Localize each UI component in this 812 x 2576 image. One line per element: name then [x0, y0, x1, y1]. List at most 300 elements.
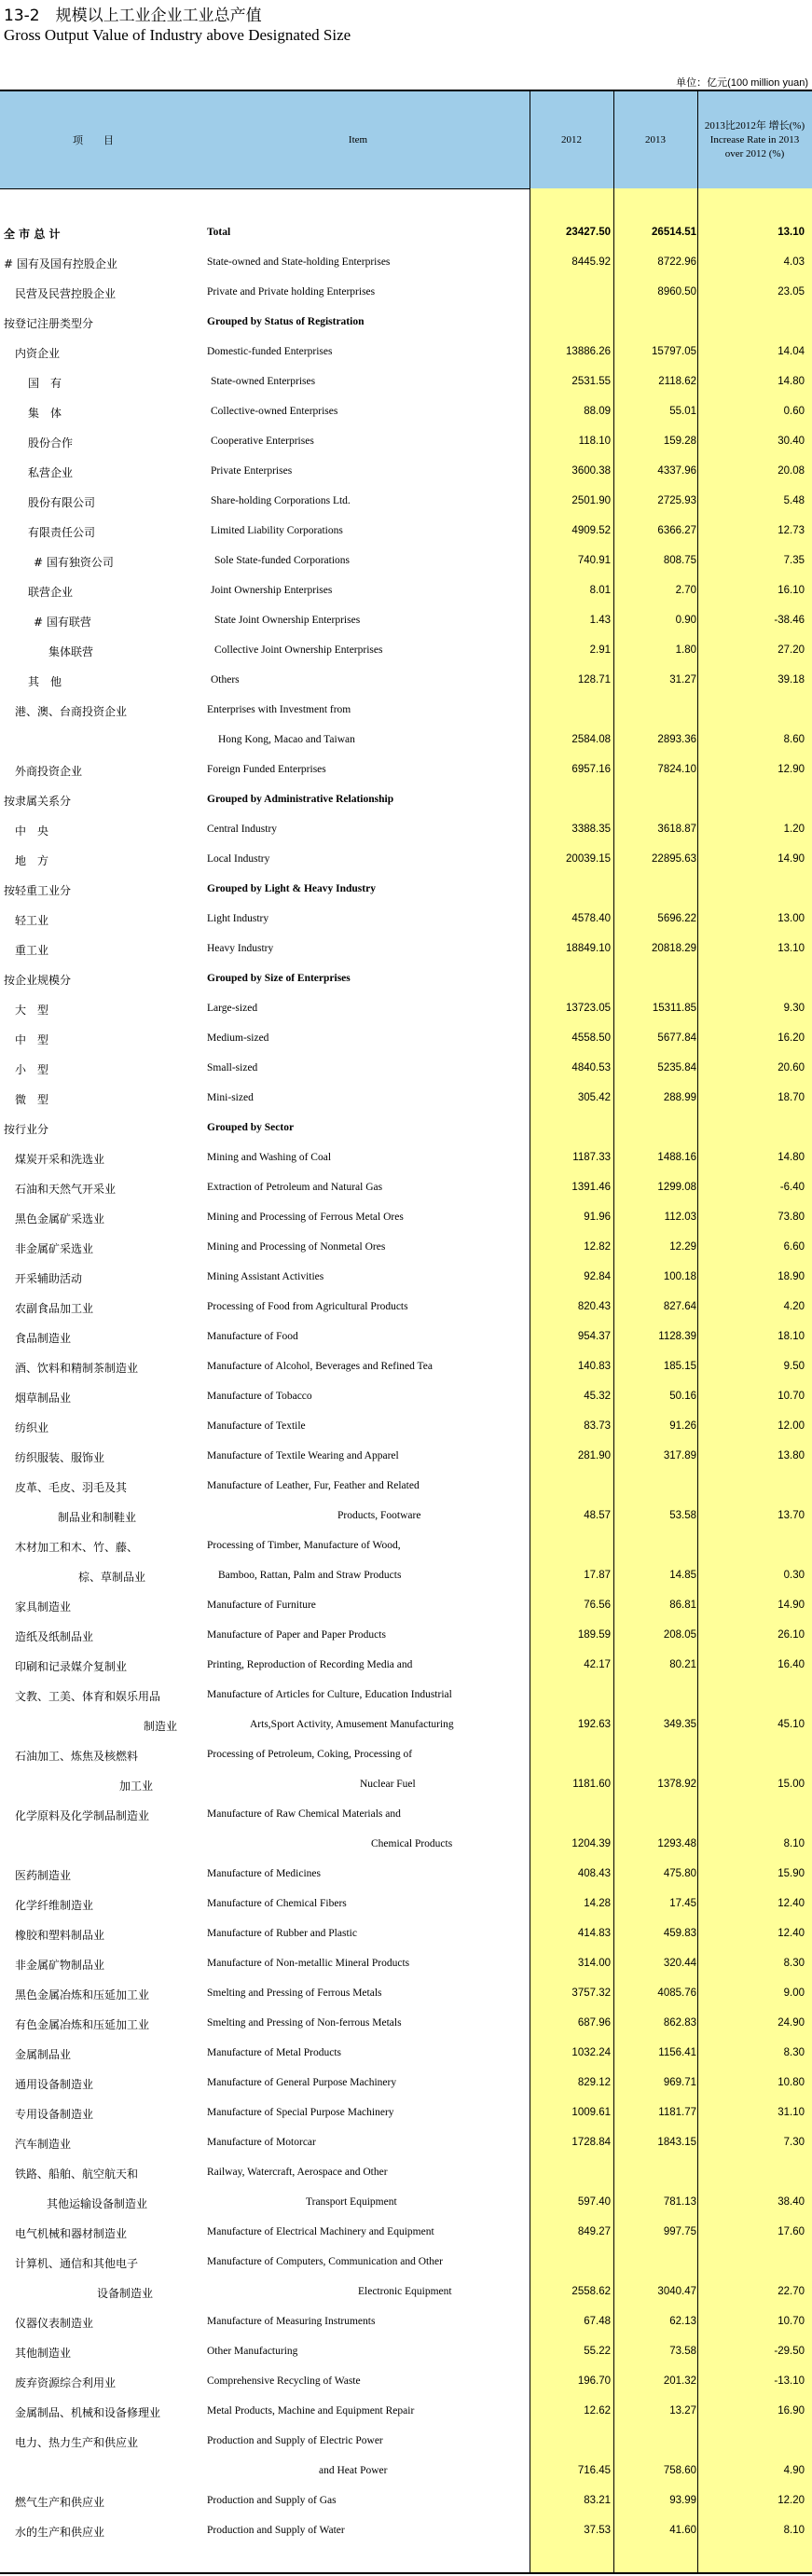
value-2013: 50.16: [669, 1391, 696, 1402]
value-2013: 320.44: [663, 1958, 696, 1969]
table-row: [0, 1979, 812, 2009]
table-row: [0, 1949, 812, 1979]
row-label-cn: 非金属矿物制品业: [15, 1959, 105, 1972]
value-2013: 5696.22: [657, 913, 696, 924]
row-label-cn: 农副食品加工业: [15, 1302, 94, 1315]
table-row: [0, 1770, 812, 1800]
table-row: [0, 1233, 812, 1263]
row-label-en: Collective Joint Ownership Enterprises: [214, 644, 383, 656]
table-row: [0, 1621, 812, 1651]
table-row: [0, 2158, 812, 2188]
growth-rate: 45.10: [778, 1719, 805, 1730]
value-2013: 26514.51: [652, 227, 696, 238]
value-2013: 781.13: [663, 2196, 696, 2208]
unit-label: 单位：亿元(100 million yuan): [676, 77, 808, 89]
header-divider: [697, 91, 698, 188]
table-row: [0, 875, 812, 905]
row-label-en: Light Industry: [207, 913, 269, 924]
growth-rate: 9.30: [783, 1003, 805, 1014]
row-label-en: State Joint Ownership Enterprises: [214, 615, 361, 626]
table-row: [0, 755, 812, 785]
value-2012: 305.42: [577, 1092, 611, 1103]
value-2012: 45.32: [584, 1391, 611, 1402]
header-2012: 2012: [530, 91, 613, 188]
row-label-cn: 化学原料及化学制品制造业: [15, 1809, 150, 1822]
row-label-cn: 电力、热力生产和供应业: [15, 2436, 139, 2449]
value-2013: 317.89: [663, 1450, 696, 1461]
row-label-cn: 木材加工和木、竹、藤、: [15, 1541, 139, 1554]
table-row: [0, 2397, 812, 2427]
growth-rate: 6.60: [783, 1241, 805, 1253]
value-2012: 4558.50: [571, 1032, 611, 1044]
growth-rate: -13.10: [774, 2375, 805, 2387]
table-row: [0, 2188, 812, 2218]
row-label-en: Local Industry: [207, 853, 270, 865]
value-2013: 185.15: [663, 1361, 696, 1372]
value-2013: 862.83: [663, 2017, 696, 2029]
table-row: [0, 1024, 812, 1054]
value-2013: 80.21: [669, 1659, 696, 1670]
value-2013: 4337.96: [657, 465, 696, 477]
row-label-en: Bamboo, Rattan, Palm and Straw Products: [218, 1570, 402, 1581]
table-row: [0, 397, 812, 427]
value-2012: 1.43: [589, 615, 611, 626]
growth-rate: 20.08: [778, 465, 805, 477]
growth-rate: 18.90: [778, 1271, 805, 1282]
table-row: [0, 1710, 812, 1740]
row-label-cn: 计算机、通信和其他电子: [15, 2257, 139, 2270]
row-label-en: Total: [207, 227, 231, 238]
row-label-en: Heavy Industry: [207, 943, 274, 954]
value-2012: 67.48: [584, 2316, 611, 2327]
value-2012: 314.00: [577, 1958, 611, 1969]
growth-rate: 39.18: [778, 674, 805, 686]
row-label-cn: 重工业: [15, 944, 49, 957]
row-label-en: Manufacture of General Purpose Machinery: [207, 2077, 397, 2088]
value-2012: 1187.33: [572, 1152, 611, 1163]
value-2013: 91.26: [669, 1420, 696, 1432]
value-2012: 740.91: [577, 555, 611, 566]
row-label-cn: 按轻重工业分: [4, 884, 72, 897]
growth-rate: -6.40: [779, 1182, 805, 1193]
row-label-cn: 地 方: [15, 854, 49, 867]
value-2012: 12.62: [584, 2405, 611, 2417]
table-row: [0, 2427, 812, 2457]
row-label-cn: # 国有及国有控股企业: [4, 257, 117, 270]
row-label-en: Manufacture of Leather, Fur, Feather and Related: [207, 1480, 420, 1491]
row-label-en: Manufacture of Textile Wearing and Apparel: [207, 1450, 399, 1461]
row-label-en: Share-holding Corporations Ltd.: [211, 495, 351, 506]
value-2012: 92.84: [584, 1271, 611, 1282]
row-label-en: Production and Supply of Water: [207, 2525, 345, 2536]
row-label-en: Private and Private holding Enterprises: [207, 286, 376, 298]
table-row: [0, 1442, 812, 1472]
row-label-cn: 有色金属冶炼和压延加工业: [15, 2018, 150, 2031]
row-label-en: Domestic-funded Enterprises: [207, 346, 333, 357]
value-2013: 14.85: [669, 1570, 696, 1581]
row-label-cn: 黑色金属矿采选业: [15, 1212, 105, 1226]
value-2013: 1156.41: [658, 2047, 696, 2058]
value-2013: 2.70: [675, 585, 696, 596]
value-2013: 12.29: [669, 1241, 696, 1253]
growth-rate: 12.40: [778, 1898, 805, 1909]
row-label-en: Manufacture of Food: [207, 1331, 298, 1342]
row-label-cn: 橡胶和塑料制品业: [15, 1929, 105, 1942]
value-2013: 1181.77: [658, 2107, 696, 2118]
row-label-cn: 微 型: [15, 1093, 49, 1106]
value-2013: 1.80: [675, 644, 696, 656]
value-2012: 91.96: [584, 1212, 611, 1223]
row-label-cn: 集体联营: [48, 645, 94, 658]
value-2013: 349.35: [663, 1719, 696, 1730]
growth-rate: 14.80: [778, 1152, 805, 1163]
growth-rate: 73.80: [778, 1212, 805, 1223]
growth-rate: 14.80: [778, 376, 805, 387]
value-2013: 7824.10: [657, 764, 696, 775]
growth-rate: 0.30: [783, 1570, 805, 1581]
growth-rate: 9.50: [783, 1361, 805, 1372]
row-label-cn: 通用设备制造业: [15, 2078, 94, 2091]
row-label-en: Manufacture of Non-metallic Mineral Products: [207, 1958, 410, 1969]
value-2012: 76.56: [584, 1600, 611, 1611]
value-2012: 597.40: [577, 2196, 611, 2208]
value-2013: 17.45: [669, 1898, 696, 1909]
value-2013: 5677.84: [657, 1032, 696, 1044]
row-label-cn: 按企业规模分: [4, 974, 72, 987]
row-label-cn: 酒、饮料和精制茶制造业: [15, 1362, 139, 1375]
row-label-en: Manufacture of Measuring Instruments: [207, 2316, 376, 2327]
growth-rate: 14.04: [778, 346, 805, 357]
table-row: [0, 517, 812, 547]
value-2013: 31.27: [669, 674, 696, 686]
row-label-en: Mining and Processing of Ferrous Metal Ores: [207, 1212, 404, 1223]
table-row: [0, 1263, 812, 1293]
row-label-en: Smelting and Pressing of Ferrous Metals: [207, 1987, 382, 1999]
table-row: [0, 248, 812, 278]
growth-rate: 10.80: [778, 2077, 805, 2088]
table-row: [0, 636, 812, 666]
row-label-en: Manufacture of Chemical Fibers: [207, 1898, 347, 1909]
table-row: [0, 2337, 812, 2367]
row-label-cn: # 国有独资公司: [34, 556, 114, 569]
row-label-cn: 石油加工、炼焦及核燃料: [15, 1750, 139, 1763]
value-2012: 20039.15: [566, 853, 611, 865]
value-2012: 1009.61: [571, 2107, 611, 2118]
row-label-cn: 制品业和制鞋业: [58, 1511, 137, 1524]
row-label-en: Small-sized: [207, 1062, 258, 1073]
value-2012: 8445.92: [571, 256, 611, 268]
value-2013: 53.58: [669, 1510, 696, 1521]
growth-rate: 4.90: [783, 2465, 805, 2476]
value-2013: 20818.29: [652, 943, 696, 954]
row-label-cn: 中 央: [15, 824, 49, 838]
table-row: [0, 1502, 812, 1531]
table-row: [0, 1084, 812, 1114]
table-row: [0, 845, 812, 875]
row-label-en: Hong Kong, Macao and Taiwan: [218, 734, 355, 745]
value-2012: 4909.52: [571, 525, 611, 536]
row-label-cn: 开采辅助活动: [15, 1272, 83, 1285]
table-row: [0, 576, 812, 606]
table-row: [0, 2516, 812, 2546]
table-row: [0, 905, 812, 935]
value-2013: 8722.96: [657, 256, 696, 268]
row-label-en: Electronic Equipment: [358, 2286, 452, 2297]
growth-rate: 12.73: [778, 525, 805, 536]
value-2012: 2558.62: [571, 2286, 611, 2297]
value-2012: 820.43: [577, 1301, 611, 1312]
growth-rate: 22.70: [778, 2286, 805, 2297]
table-row: [0, 338, 812, 367]
row-label-en: Arts,Sport Activity, Amusement Manufacturing: [250, 1719, 454, 1730]
value-2012: 3757.32: [571, 1987, 611, 1999]
row-label-cn: 其 他: [28, 675, 62, 688]
row-label-cn: 民营及民营控股企业: [15, 287, 117, 300]
row-label-en: Metal Products, Machine and Equipment Repair: [207, 2405, 415, 2417]
row-label-en: Nuclear Fuel: [360, 1779, 416, 1790]
table-row: [0, 1651, 812, 1681]
value-2012: 2584.08: [571, 734, 611, 745]
table-row: [0, 487, 812, 517]
row-label-cn: 大 型: [15, 1004, 49, 1017]
row-label-en: Manufacture of Medicines: [207, 1868, 321, 1879]
value-2013: 2893.36: [657, 734, 696, 745]
value-2012: 23427.50: [566, 227, 611, 238]
value-2012: 2.91: [589, 644, 611, 656]
row-label-cn: 仪器仪表制造业: [15, 2317, 94, 2330]
row-label-en: Others: [211, 674, 240, 686]
value-2013: 969.71: [663, 2077, 696, 2088]
value-2013: 93.99: [669, 2495, 696, 2506]
value-2012: 4840.53: [571, 1062, 611, 1073]
header-rate: 2013比2012年 增长(%) Increase Rate in 2013 over 2012 (%): [697, 91, 812, 188]
row-label-en: Railway, Watercraft, Aerospace and Other: [207, 2167, 388, 2178]
table-row: [0, 1919, 812, 1949]
value-2013: 3040.47: [657, 2286, 696, 2297]
row-label-cn: 股份有限公司: [28, 496, 96, 509]
value-2012: 829.12: [577, 2077, 611, 2088]
row-label-cn: 金属制品业: [15, 2048, 72, 2061]
table-row: [0, 1531, 812, 1561]
row-label-en: Mining and Processing of Nonmetal Ores: [207, 1241, 386, 1253]
value-2012: 17.87: [584, 1570, 611, 1581]
value-2013: 8960.50: [657, 286, 696, 298]
row-label-en: State-owned and State-holding Enterprises: [207, 256, 391, 268]
table-row: [0, 2457, 812, 2486]
value-2012: 196.70: [577, 2375, 611, 2387]
value-2013: 208.05: [663, 1629, 696, 1641]
row-label-cn: # 国有联营: [34, 616, 91, 629]
growth-rate: 18.10: [778, 1331, 805, 1342]
growth-rate: 14.90: [778, 1600, 805, 1611]
growth-rate: 12.20: [778, 2495, 805, 2506]
value-2012: 4578.40: [571, 913, 611, 924]
value-2013: 22895.63: [652, 853, 696, 865]
value-2012: 716.45: [577, 2465, 611, 2476]
value-2013: 1843.15: [657, 2137, 696, 2148]
value-2013: 2725.93: [657, 495, 696, 506]
value-2013: 112.03: [664, 1212, 696, 1223]
row-label-cn: 全 市 总 计: [4, 228, 61, 241]
table-row: [0, 308, 812, 338]
row-label-en: Grouped by Sector: [207, 1122, 295, 1133]
value-2012: 954.37: [577, 1331, 611, 1342]
table-row: [0, 785, 812, 815]
table-row: [0, 1472, 812, 1502]
row-label-en: Private Enterprises: [211, 465, 293, 477]
value-2013: 15797.05: [652, 346, 696, 357]
table-row: [0, 218, 812, 248]
table-header: [0, 91, 812, 188]
row-label-en: Manufacture of Alcohol, Beverages and Refined Tea: [207, 1361, 433, 1372]
value-2012: 13886.26: [566, 346, 611, 357]
row-label-en: Products, Footware: [337, 1510, 421, 1521]
growth-rate: 9.00: [783, 1987, 805, 1999]
table-row: [0, 1860, 812, 1890]
table-row: [0, 1830, 812, 1860]
value-2012: 128.71: [577, 674, 611, 686]
table-row: [0, 2098, 812, 2128]
row-label-cn: 黑色金属冶炼和压延加工业: [15, 1988, 150, 2001]
row-label-en: Grouped by Status of Registration: [207, 316, 365, 327]
row-label-en: Mini-sized: [207, 1092, 254, 1103]
value-2012: 192.63: [577, 1719, 611, 1730]
row-label-en: Extraction of Petroleum and Natural Gas: [207, 1182, 383, 1193]
growth-rate: 13.10: [778, 943, 805, 954]
table-row: [0, 1323, 812, 1352]
value-2012: 140.83: [577, 1361, 611, 1372]
value-2013: 997.75: [663, 2226, 696, 2237]
growth-rate: 8.30: [783, 1958, 805, 1969]
table-row: [0, 1561, 812, 1591]
table-row: [0, 1412, 812, 1442]
value-2013: 13.27: [669, 2405, 696, 2417]
value-2012: 8.01: [589, 585, 611, 596]
growth-rate: 15.90: [778, 1868, 805, 1879]
row-label-cn: 金属制品、机械和设备修理业: [15, 2406, 161, 2419]
table-row: [0, 696, 812, 726]
row-label-en: Manufacture of Special Purpose Machinery: [207, 2107, 394, 2118]
row-label-cn: 按隶属关系分: [4, 795, 72, 808]
value-2013: 1299.08: [657, 1182, 696, 1193]
row-label-en: State-owned Enterprises: [211, 376, 316, 387]
value-2012: 14.28: [584, 1898, 611, 1909]
row-label-cn: 纺织服装、服饰业: [15, 1451, 105, 1464]
value-2012: 1728.84: [571, 2137, 611, 2148]
value-2013: 86.81: [669, 1600, 696, 1611]
value-2013: 459.83: [663, 1928, 696, 1939]
row-label-cn: 水的生产和供应业: [15, 2526, 105, 2539]
table-row: [0, 1740, 812, 1770]
growth-rate: 10.70: [778, 1391, 805, 1402]
growth-rate: 17.60: [778, 2226, 805, 2237]
growth-rate: 23.05: [778, 286, 805, 298]
row-label-cn: 电气机械和器材制造业: [15, 2227, 128, 2240]
value-2013: 159.28: [663, 436, 696, 447]
row-label-cn: 中 型: [15, 1033, 49, 1046]
row-label-cn: 港、澳、台商投资企业: [15, 705, 128, 718]
row-label-cn: 烟草制品业: [15, 1392, 72, 1405]
row-label-en: Manufacture of Electrical Machinery and Equipment: [207, 2226, 434, 2237]
row-label-cn: 造纸及纸制品业: [15, 1630, 94, 1643]
value-2013: 100.18: [663, 1271, 696, 1282]
row-label-cn: 石油和天然气开采业: [15, 1183, 117, 1196]
row-label-en: Grouped by Size of Enterprises: [207, 973, 351, 984]
row-label-cn: 小 型: [15, 1063, 49, 1076]
row-label-cn: 内资企业: [15, 347, 61, 360]
row-label-cn: 印刷和记录媒介复制业: [15, 1660, 128, 1673]
growth-rate: 5.48: [783, 495, 805, 506]
table-row: [0, 2307, 812, 2337]
table-row: [0, 1114, 812, 1143]
growth-rate: 16.40: [778, 1659, 805, 1670]
table-row: [0, 1800, 812, 1830]
row-label-cn: 非金属矿采选业: [15, 1242, 94, 1255]
growth-rate: 12.40: [778, 1928, 805, 1939]
value-2013: 1293.48: [657, 1838, 696, 1849]
value-2012: 189.59: [577, 1629, 611, 1641]
table-row: [0, 606, 812, 636]
table-row: [0, 1352, 812, 1382]
row-label-cn: 化学纤维制造业: [15, 1899, 94, 1912]
row-label-en: Manufacture of Rubber and Plastic: [207, 1928, 357, 1939]
header-item-cn: 项 目: [73, 135, 114, 146]
row-label-en: Manufacture of Articles for Culture, Education Industrial: [207, 1689, 452, 1700]
value-2012: 849.27: [577, 2226, 611, 2237]
value-2013: 5235.84: [657, 1062, 696, 1073]
row-label-cn: 按登记注册类型分: [4, 317, 94, 330]
table-row: [0, 1173, 812, 1203]
table-row: [0, 2278, 812, 2307]
growth-rate: 10.70: [778, 2316, 805, 2327]
row-label-cn: 煤炭开采和洗选业: [15, 1153, 105, 1166]
growth-rate: 0.60: [783, 406, 805, 417]
row-label-cn: 制造业: [144, 1720, 178, 1733]
table-row: [0, 2069, 812, 2098]
value-2013: 288.99: [663, 1092, 696, 1103]
value-2013: 73.58: [669, 2346, 696, 2357]
value-2013: 15311.85: [652, 1003, 696, 1014]
growth-rate: 13.00: [778, 913, 805, 924]
value-2012: 408.43: [577, 1868, 611, 1879]
row-label-en: and Heat Power: [319, 2465, 388, 2476]
row-label-en: Joint Ownership Enterprises: [211, 585, 333, 596]
value-2013: 2118.62: [658, 376, 696, 387]
row-label-en: Central Industry: [207, 824, 278, 835]
value-2012: 13723.05: [566, 1003, 611, 1014]
row-label-cn: 皮革、毛皮、羽毛及其: [15, 1481, 128, 1494]
table-row: [0, 726, 812, 755]
value-2012: 6957.16: [571, 764, 611, 775]
table-row: [0, 1143, 812, 1173]
row-label-en: Grouped by Administrative Relationship: [207, 794, 394, 805]
value-2013: 1488.16: [657, 1152, 696, 1163]
growth-rate: 12.00: [778, 1420, 805, 1432]
row-label-cn: 外商投资企业: [15, 765, 83, 778]
table-row: [0, 547, 812, 576]
row-label-cn: 汽车制造业: [15, 2138, 72, 2151]
row-label-en: Other Manufacturing: [207, 2346, 298, 2357]
value-2012: 83.73: [584, 1420, 611, 1432]
growth-rate: 16.90: [778, 2405, 805, 2417]
growth-rate: 18.70: [778, 1092, 805, 1103]
row-label-cn: 按行业分: [4, 1123, 49, 1136]
row-label-cn: 家具制造业: [15, 1600, 72, 1613]
row-label-en: Collective-owned Enterprises: [211, 406, 338, 417]
value-2013: 4085.76: [657, 1987, 696, 1999]
growth-rate: 4.20: [783, 1301, 805, 1312]
growth-rate: 24.90: [778, 2017, 805, 2029]
